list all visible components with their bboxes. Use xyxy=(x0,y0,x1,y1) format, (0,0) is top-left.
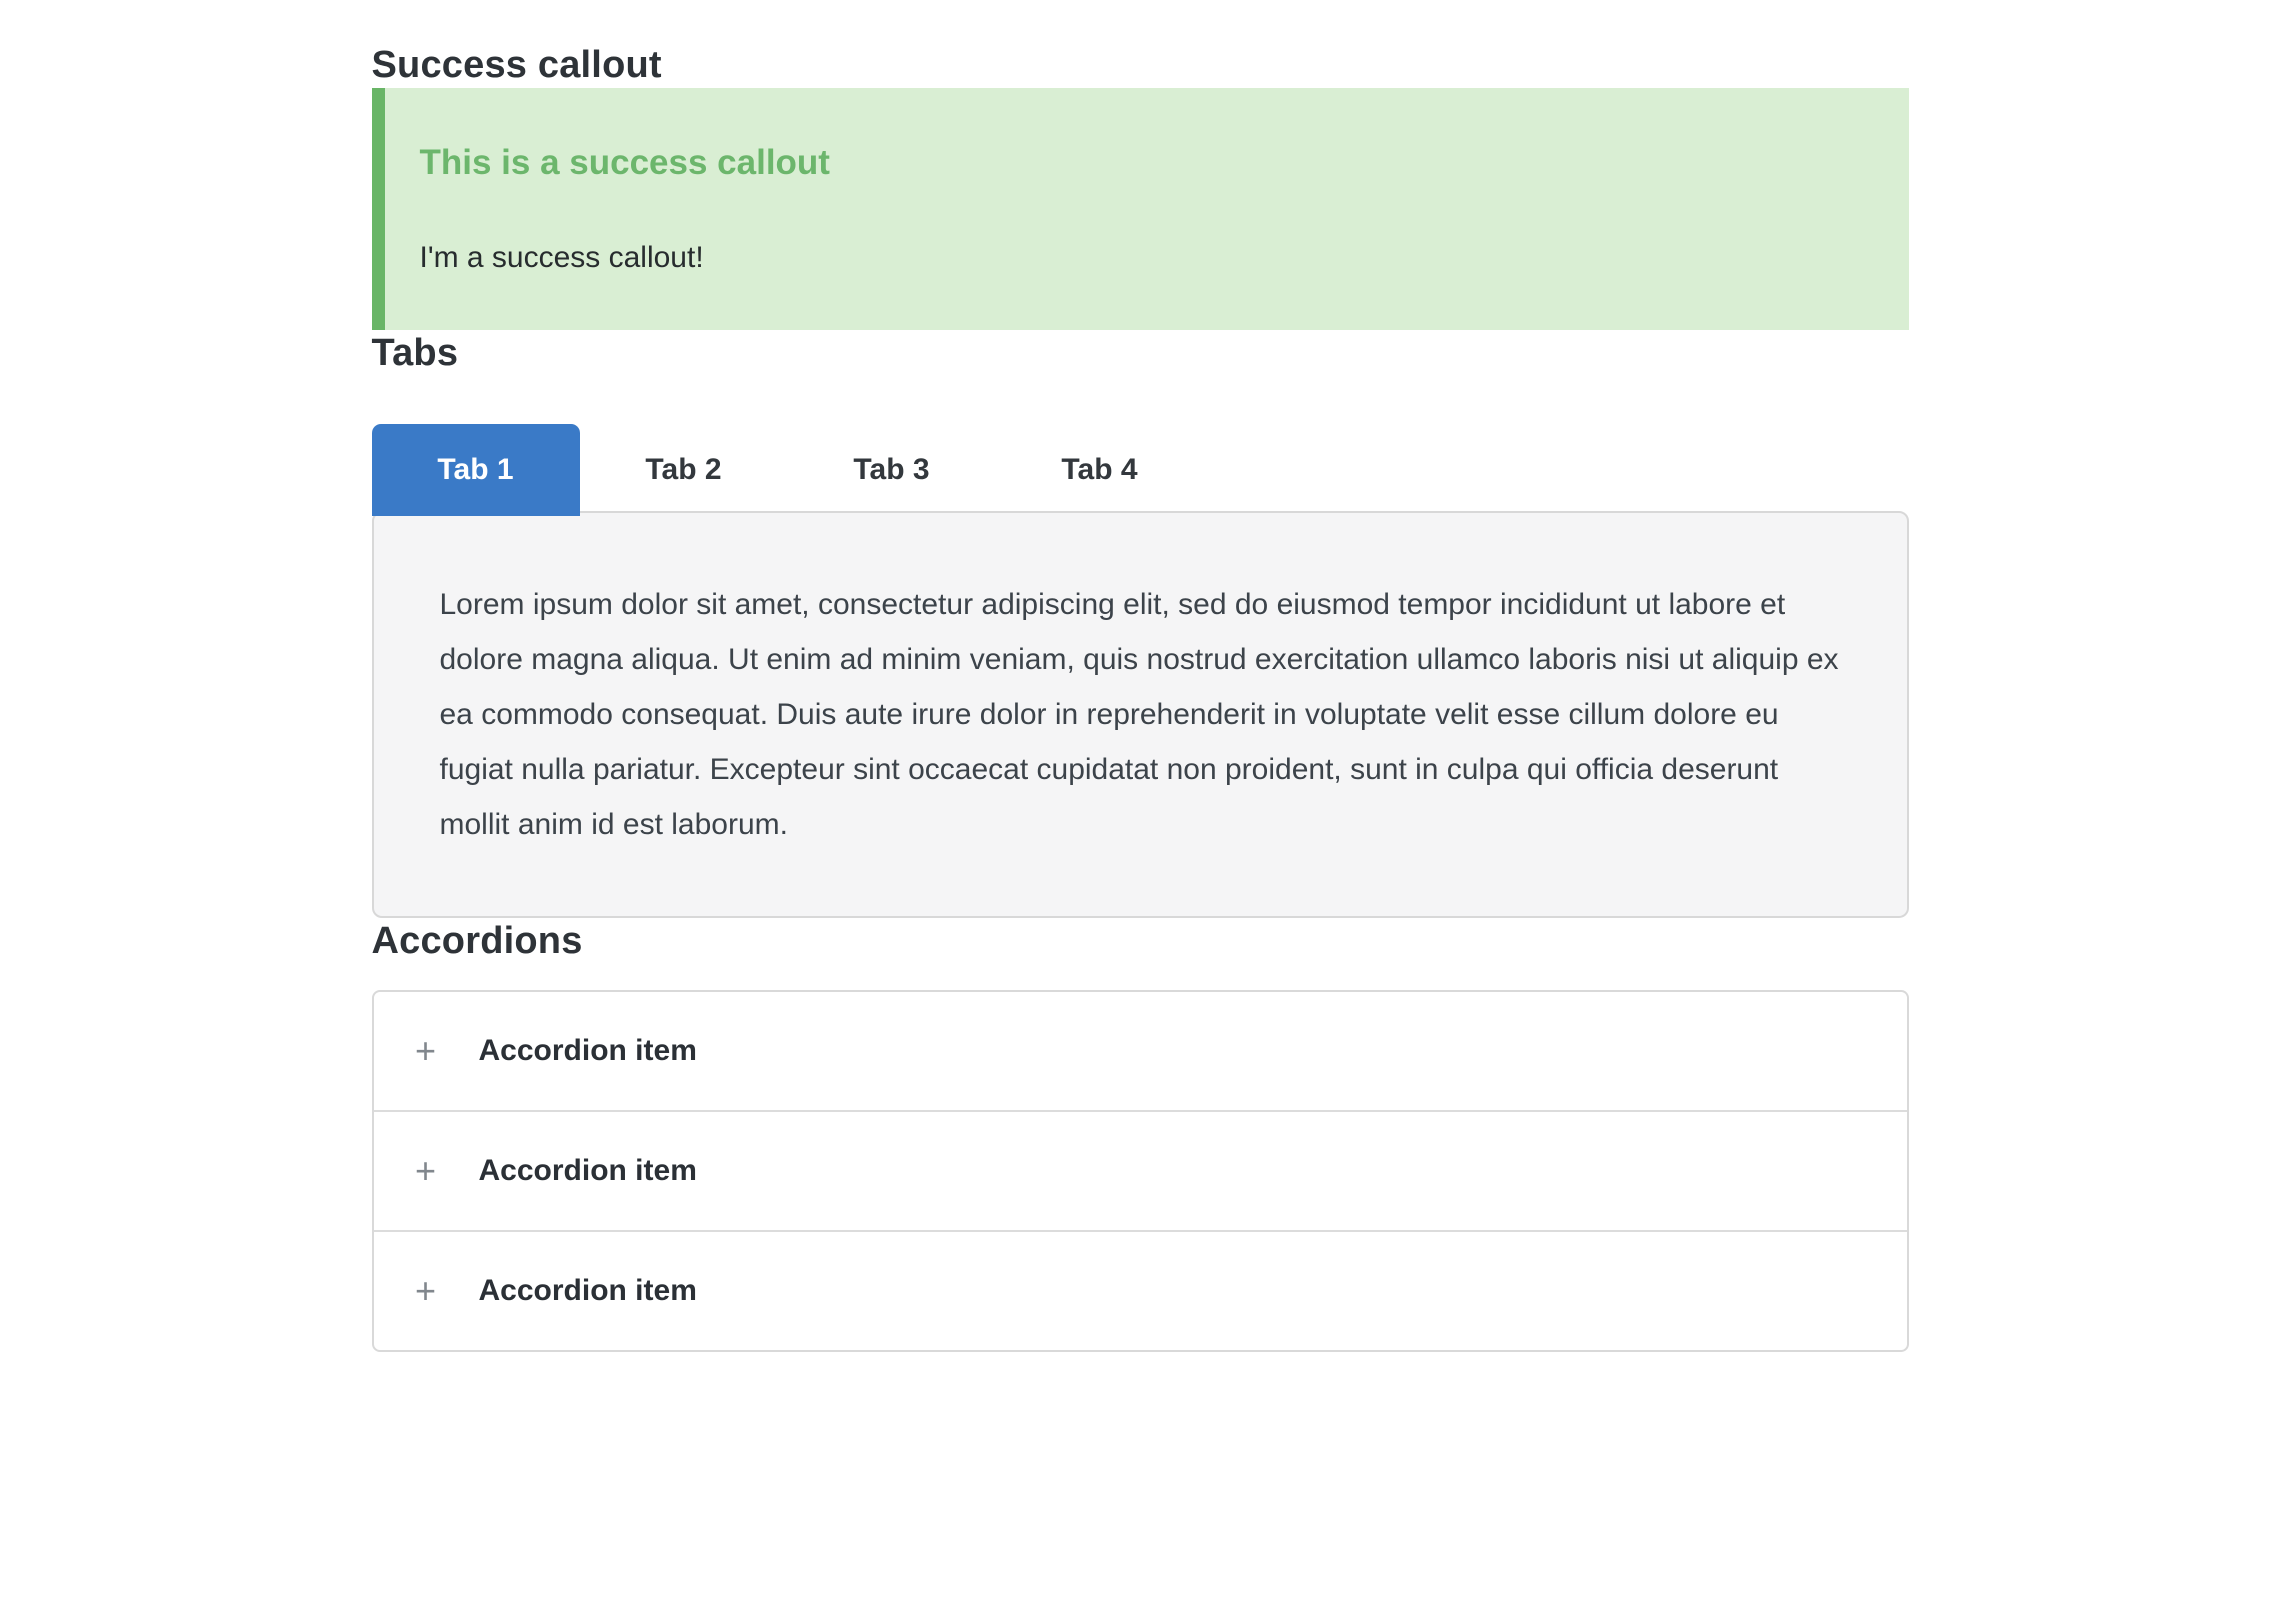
content-column xyxy=(372,0,1909,1352)
accordion-item-1[interactable] xyxy=(374,992,1907,1110)
success-callout-body: I'm a success callout! xyxy=(419,241,704,274)
accordion-item-label: Accordion item xyxy=(478,1034,697,1067)
plus-icon: + xyxy=(414,1030,437,1071)
tab-panel xyxy=(372,511,1909,918)
accordion-group xyxy=(372,990,1909,1352)
tab-bar xyxy=(372,424,1909,516)
tab-2[interactable]: Tab 2 xyxy=(580,424,788,516)
accordion-item-label: Accordion item xyxy=(478,1274,697,1307)
accordion-item-3[interactable] xyxy=(374,1230,1907,1350)
accordions-section-heading: Accordions xyxy=(371,920,583,962)
plus-icon: + xyxy=(414,1150,437,1191)
tabs-section-heading: Tabs xyxy=(371,332,459,374)
plus-icon: + xyxy=(414,1270,437,1311)
accordion-item-2[interactable] xyxy=(374,1110,1907,1230)
success-callout-section-heading: Success callout xyxy=(371,44,662,86)
tab-1[interactable]: Tab 1 xyxy=(372,424,580,516)
success-callout xyxy=(372,88,1909,330)
tab-4[interactable]: Tab 4 xyxy=(996,424,1204,516)
success-callout-title: This is a success callout xyxy=(419,143,830,182)
tab-3[interactable]: Tab 3 xyxy=(788,424,996,516)
accordion-item-label: Accordion item xyxy=(478,1154,697,1187)
tab-panel-text: Lorem ipsum dolor sit amet, consectetur adipiscing elit, sed do eiusmod tempor incididunt ut labore et dolore magna aliqua. Ut enim ad minim veniam, quis nostrud exercitation ullamco laboris nisi ut aliquip ex ea commodo consequat. Duis aute irure dolor in reprehenderit in voluptate velit esse cillum dolore eu fugiat nulla pariatur. Excepteur sint occaecat cupidatat non proident, sunt in culpa qui officia deserunt mollit anim id est laborum. xyxy=(439,588,1839,841)
